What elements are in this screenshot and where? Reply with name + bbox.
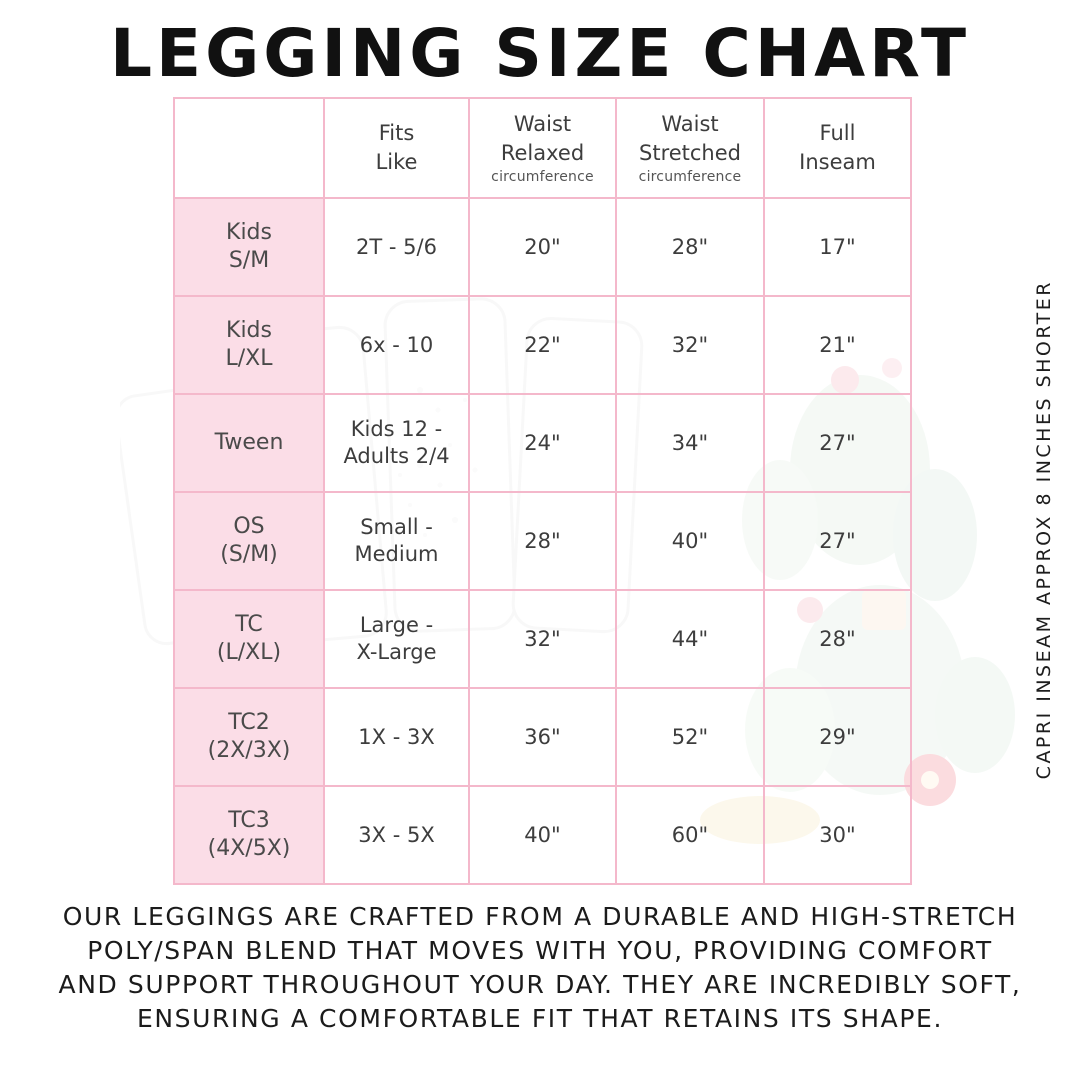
column-header-fits-like-line1: Fits bbox=[378, 121, 415, 145]
table-row bbox=[174, 688, 911, 786]
capri-inseam-note bbox=[1024, 250, 1064, 810]
cell-waist-relaxed: 22" bbox=[469, 296, 616, 394]
row-label-tc3 bbox=[174, 786, 324, 884]
footer-line-2: POLY/SPAN BLEND THAT MOVES WITH YOU, PROVIDING COMFORT bbox=[87, 936, 993, 965]
column-header-full-inseam bbox=[764, 98, 911, 198]
cell-fits-like bbox=[324, 394, 469, 492]
row-label-os bbox=[174, 492, 324, 590]
size-chart-table-wrapper bbox=[173, 97, 910, 885]
cell-full-inseam: 29" bbox=[764, 688, 911, 786]
cell-fits-like-line1: 6x - 10 bbox=[359, 332, 434, 357]
row-label-line2: (L/XL) bbox=[216, 640, 282, 665]
row-label-tween bbox=[174, 394, 324, 492]
cell-fits-like-line2: X-Large bbox=[356, 640, 437, 664]
row-label-line1: TC3 bbox=[228, 808, 270, 833]
cell-full-inseam: 27" bbox=[764, 492, 911, 590]
row-label-line1: Kids bbox=[226, 220, 272, 245]
column-header-waist-relaxed bbox=[469, 98, 616, 198]
row-label-line1: Kids bbox=[226, 318, 272, 343]
cell-waist-stretched: 44" bbox=[616, 590, 764, 688]
cell-waist-stretched: 60" bbox=[616, 786, 764, 884]
table-row bbox=[174, 394, 911, 492]
column-header-waist-stretched bbox=[616, 98, 764, 198]
column-header-waist-stretched-line2: Stretched bbox=[639, 141, 741, 165]
column-header-waist-stretched-sub: circumference bbox=[638, 169, 742, 185]
cell-waist-stretched: 34" bbox=[616, 394, 764, 492]
footer-line-4: ENSURING A COMFORTABLE FIT THAT RETAINS ITS SHAPE. bbox=[136, 1004, 943, 1033]
row-label-line2: S/M bbox=[228, 248, 270, 273]
table-row bbox=[174, 296, 911, 394]
cell-waist-relaxed: 24" bbox=[469, 394, 616, 492]
cell-waist-relaxed: 28" bbox=[469, 492, 616, 590]
row-label-line2: (4X/5X) bbox=[207, 836, 291, 861]
cell-fits-like-line2: Medium bbox=[354, 542, 439, 566]
cell-fits-like-line1: 2T - 5/6 bbox=[356, 234, 437, 259]
column-header-full-inseam-line1: Full bbox=[819, 121, 856, 145]
row-label-tc bbox=[174, 590, 324, 688]
cell-waist-stretched: 32" bbox=[616, 296, 764, 394]
footer-line-1: OUR LEGGINGS ARE CRAFTED FROM A DURABLE AND HIGH-STRETCH bbox=[62, 902, 1018, 931]
table-header bbox=[174, 98, 911, 198]
footer-line-3: AND SUPPORT THROUGHOUT YOUR DAY. THEY ARE INCREDIBLY SOFT, bbox=[58, 970, 1022, 999]
table-row bbox=[174, 590, 911, 688]
row-label-line1: OS bbox=[233, 514, 265, 539]
cell-fits-like-line1: Kids 12 - bbox=[350, 417, 443, 441]
cell-full-inseam: 30" bbox=[764, 786, 911, 884]
page-title: LEGGING SIZE CHART bbox=[109, 15, 971, 92]
capri-inseam-note-text: CAPRI INSEAM APPROX 8 INCHES SHORTER bbox=[1033, 280, 1055, 780]
cell-fits-like-line1: 3X - 5X bbox=[358, 822, 435, 847]
cell-fits-like bbox=[324, 198, 469, 296]
column-header-fits-like-line2: Like bbox=[375, 150, 418, 174]
table-row bbox=[174, 786, 911, 884]
cell-fits-like bbox=[324, 590, 469, 688]
row-label-tc2 bbox=[174, 688, 324, 786]
table-row bbox=[174, 492, 911, 590]
row-label-line1: Tween bbox=[214, 430, 284, 455]
row-label-kids-sm bbox=[174, 198, 324, 296]
column-header-waist-relaxed-line1: Waist bbox=[513, 112, 572, 136]
cell-full-inseam: 28" bbox=[764, 590, 911, 688]
cell-waist-stretched: 52" bbox=[616, 688, 764, 786]
cell-waist-relaxed: 20" bbox=[469, 198, 616, 296]
table-row bbox=[174, 198, 911, 296]
row-label-kids-lxl bbox=[174, 296, 324, 394]
cell-full-inseam: 21" bbox=[764, 296, 911, 394]
column-header-waist-relaxed-sub: circumference bbox=[491, 169, 594, 185]
cell-fits-like-line1: 1X - 3X bbox=[358, 724, 435, 749]
cell-fits-like-line1: Small - bbox=[360, 515, 433, 539]
size-chart-table bbox=[173, 97, 912, 885]
cell-fits-like-line1: Large - bbox=[359, 613, 434, 637]
cell-full-inseam: 17" bbox=[764, 198, 911, 296]
header-row bbox=[174, 98, 911, 198]
cell-waist-relaxed: 40" bbox=[469, 786, 616, 884]
column-header-fits-like bbox=[324, 98, 469, 198]
column-header-full-inseam-line2: Inseam bbox=[799, 150, 876, 174]
corner-cell bbox=[174, 98, 324, 198]
cell-full-inseam: 27" bbox=[764, 394, 911, 492]
row-label-line1: TC bbox=[235, 612, 263, 637]
footer-description bbox=[0, 900, 1080, 1036]
cell-fits-like bbox=[324, 786, 469, 884]
row-label-line1: TC2 bbox=[228, 710, 270, 735]
cell-waist-stretched: 28" bbox=[616, 198, 764, 296]
cell-waist-stretched: 40" bbox=[616, 492, 764, 590]
cell-waist-relaxed: 32" bbox=[469, 590, 616, 688]
column-header-waist-stretched-line1: Waist bbox=[661, 112, 719, 136]
table-body bbox=[174, 198, 911, 884]
column-header-waist-relaxed-line2: Relaxed bbox=[500, 141, 585, 165]
row-label-line2: (2X/3X) bbox=[207, 738, 291, 763]
cell-fits-like bbox=[324, 492, 469, 590]
cell-fits-like bbox=[324, 688, 469, 786]
cell-fits-like bbox=[324, 296, 469, 394]
cell-waist-relaxed: 36" bbox=[469, 688, 616, 786]
row-label-line2: L/XL bbox=[225, 346, 273, 371]
cell-fits-like-line2: Adults 2/4 bbox=[343, 444, 450, 468]
row-label-line2: (S/M) bbox=[220, 542, 278, 567]
